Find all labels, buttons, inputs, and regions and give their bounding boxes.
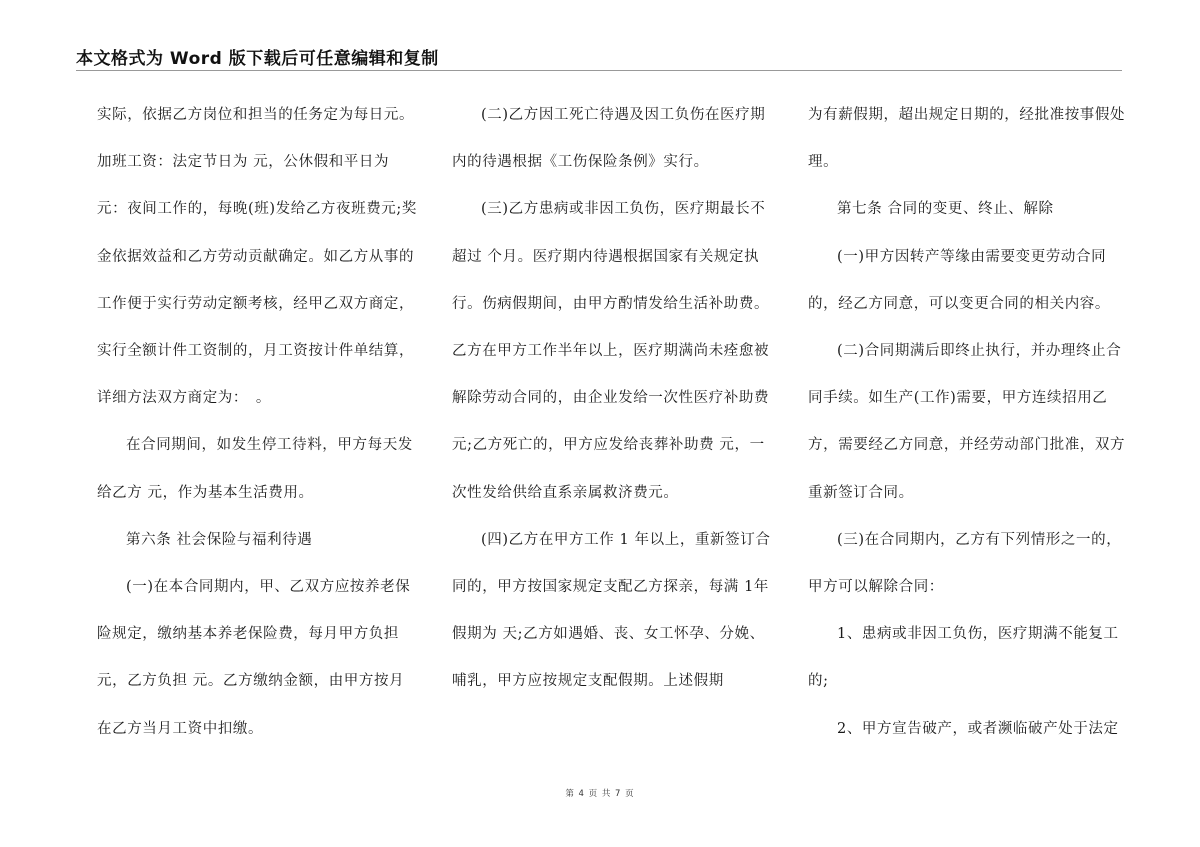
section-heading: 第七条 合同的变更、终止、解除 — [837, 201, 1054, 218]
paragraph: (一)甲方因转产等缘由需要变更劳动合同的，经乙方同意，可以变更合同的相关内容。 — [808, 248, 1110, 312]
document-header-title: 本文格式为 Word 版下载后可任意编辑和复制 — [76, 49, 439, 69]
list-item: 1、患病或非因工负伤，医疗期满不能复工的; — [808, 626, 1119, 690]
paragraph: 实际，依据乙方岗位和担当的任务定为每日元。加班工资：法定节日为 元，公休假和平日为 元：夜间工作的，每晚(班)发给乙方夜班费元;奖金依据效益和乙方劳动贡献确定。如乙方从事的工作便于实行劳动定额考核，经甲乙双方商定，实行全额计件工资制的，月工资按计件单结算，详细方法双方商定为： 。 — [97, 107, 417, 407]
paragraph: (二)乙方因工死亡待遇及因工负伤在医疗期内的待遇根据《工伤保险条例》实行。 — [452, 107, 766, 171]
text-column-right — [808, 92, 1130, 753]
section-heading: 第六条 社会保险与福利待遇 — [126, 531, 313, 548]
paragraph: (二)合同期满后即终止执行，并办理终止合同手续。如生产(工作)需要，甲方连续招用乙方，需要经乙方同意，并经劳动部门批准，双方重新签订合同。 — [808, 343, 1126, 501]
page-header — [76, 40, 1122, 71]
text-column-middle — [452, 92, 774, 706]
paragraph: (一)在本合同期内，甲、乙双方应按养老保险规定，缴纳基本养老保险费，每月甲方负担元，乙方负担 元。乙方缴纳金额，由甲方按月在乙方当月工资中扣缴。 — [97, 579, 411, 737]
paragraph: (三)乙方患病或非因工负伤，医疗期最长不超过 个月。医疗期内待遇根据国家有关规定执行。伤病假期间，由甲方酌情发给生活补助费。乙方在甲方工作半年以上，医疗期满尚未痊愈被解除劳动合同的，由企业发给一次性医疗补助费 元;乙方死亡的，甲方应发给丧葬补助费 元，一次性发给供给直系亲属救济费元。 — [452, 201, 770, 501]
paragraph: 为有薪假期，超出规定日期的，经批准按事假处理。 — [808, 107, 1126, 171]
paragraph: (四)乙方在甲方工作 1 年以上，重新签订合同的，甲方按国家规定支配乙方探亲，每满 1年假期为 天;乙方如遇婚、丧、女工怀孕、分娩、哺乳，甲方应按规定支配假期。上述假期 — [452, 531, 771, 690]
paragraph: (三)在合同期内，乙方有下列情形之一的，甲方可以解除合同： — [808, 531, 1122, 596]
list-item: 2、甲方宣告破产，或者濒临破产处于法定 — [837, 720, 1119, 737]
text-column-left — [97, 92, 419, 753]
paragraph: 在合同期间，如发生停工待料，甲方每天发给乙方 元，作为基本生活费用。 — [97, 437, 413, 501]
page-number-footer: 第 4 页 共 7 页 — [565, 789, 635, 799]
